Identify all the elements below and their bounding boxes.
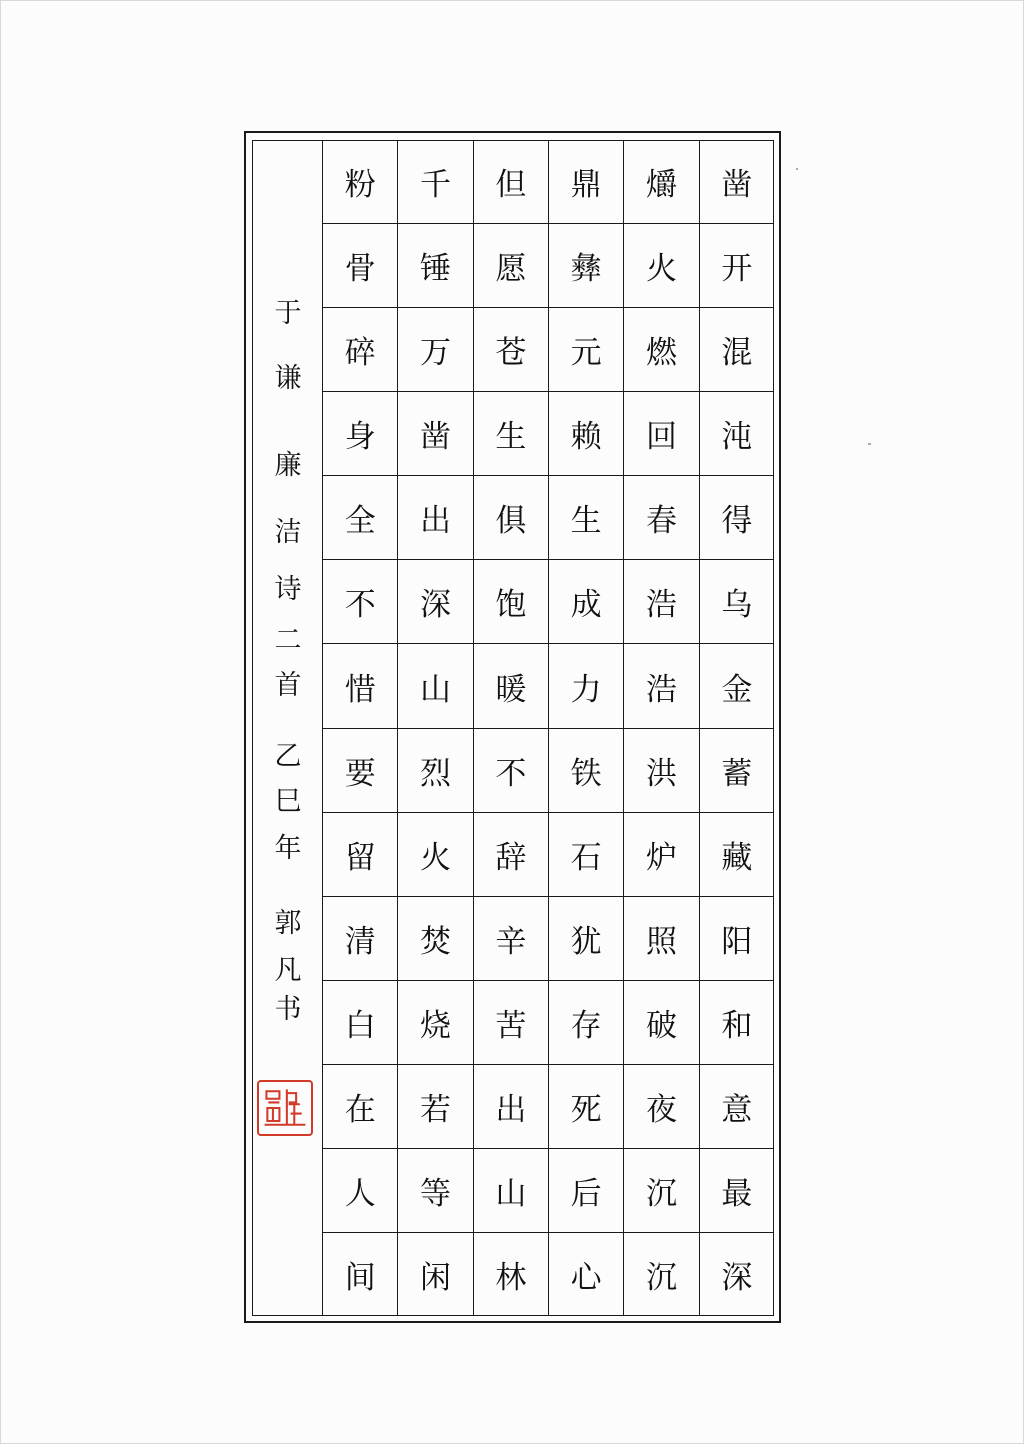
grid-cell-character: 蓄: [700, 729, 774, 813]
grid-cell-character: 要: [323, 729, 397, 813]
grid-cell-character: 沉: [646, 1260, 677, 1297]
poem-column: [623, 140, 698, 1316]
grid-cell-character: 骨: [323, 224, 397, 308]
grid-cell-character: 火: [398, 813, 472, 897]
grid-cell-character: 最: [700, 1149, 774, 1233]
grid-cell-character: 存: [549, 981, 623, 1065]
inscription-character: 诗: [274, 574, 302, 605]
grid-cell-character: 洪: [624, 729, 698, 813]
poem-column: [548, 140, 623, 1316]
grid-cell-character: 石: [549, 813, 623, 897]
grid-cell-character: 深: [398, 560, 472, 644]
grid-cell-character: 沌: [700, 392, 774, 476]
grid-cell-character: 若: [398, 1065, 472, 1149]
grid-cell-character: 苦: [474, 981, 548, 1065]
grid-cell-character: 火: [624, 224, 698, 308]
grid-cell-character: 赖: [549, 392, 623, 476]
paper-speck: [868, 443, 871, 445]
grid-cell-character: 彝: [549, 224, 623, 308]
calligraphy-grid: [322, 140, 774, 1316]
grid-cell-character: 饱: [474, 560, 548, 644]
grid-cell-character: 力: [549, 644, 623, 728]
grid-cell-character: 和: [700, 981, 774, 1065]
grid-cell-character: 万: [398, 308, 472, 392]
grid-cell-character: 愿: [474, 224, 548, 308]
grid-cell-character: 苍: [474, 308, 548, 392]
grid-cell-character: 林: [495, 1260, 527, 1297]
grid-cell-character: 铁: [549, 729, 623, 813]
grid-cell-character: 生: [549, 476, 623, 560]
grid-cell-character: 烈: [398, 729, 472, 813]
grid-cell-character: 暖: [474, 644, 548, 728]
grid-cell-character: 辞: [474, 813, 548, 897]
grid-cell-character: 在: [323, 1065, 397, 1149]
paper-speck: [796, 168, 798, 170]
grid-cell-character: 死: [549, 1065, 623, 1149]
inscription-character: 巳: [274, 786, 302, 817]
grid-cell-character: 闲: [420, 1260, 452, 1297]
grid-cell-character: 混: [700, 308, 774, 392]
grid-cell-character: 元: [549, 308, 623, 392]
grid-cell-character: 山: [474, 1149, 548, 1233]
poem-column: [699, 140, 774, 1316]
grid-cell-character: 乌: [700, 560, 774, 644]
grid-cell-character: 浩: [624, 560, 698, 644]
grid-cell-character: 间: [344, 1260, 376, 1297]
grid-cell-character: 春: [624, 476, 698, 560]
grid-cell-character: 清: [323, 897, 397, 981]
inscription-character: 乙: [274, 741, 302, 772]
grid-cell-character: 出: [474, 1065, 548, 1149]
grid-cell-character: 碎: [323, 308, 397, 392]
inscription-character: 洁: [274, 517, 302, 548]
grid-cell-character: 不: [323, 560, 397, 644]
grid-cell-character: 凿: [398, 392, 472, 476]
grid-cell-character: 生: [474, 392, 548, 476]
poem-column: [473, 140, 548, 1316]
grid-cell-character: 浩: [624, 644, 698, 728]
grid-cell-character: 夜: [624, 1065, 698, 1149]
grid-cell-character: 心: [570, 1260, 602, 1297]
inscription-character: 谦: [274, 363, 302, 394]
grid-cell-character: 千: [398, 140, 472, 224]
poem-column: [323, 140, 397, 1316]
grid-cell-character: 出: [398, 476, 472, 560]
inscription-character: 书: [274, 994, 302, 1025]
inscription-character: 年: [274, 833, 302, 864]
grid-cell-character: 身: [323, 392, 397, 476]
grid-cell-character: 后: [549, 1149, 623, 1233]
grid-cell-character: 人: [323, 1149, 397, 1233]
inscription-character: 郭: [274, 908, 302, 939]
grid-cell-character: 深: [721, 1260, 753, 1297]
grid-cell-character: 沉: [624, 1149, 698, 1233]
grid-cell-character: 藏: [700, 813, 774, 897]
grid-cell-character: 惜: [323, 644, 397, 728]
grid-cell-character: 照: [624, 897, 698, 981]
grid-cell-character: 意: [700, 1065, 774, 1149]
poem-column: [397, 140, 472, 1316]
inscription-character: 二: [274, 625, 302, 656]
grid-cell-character: 全: [323, 476, 397, 560]
grid-cell-character: 阳: [700, 897, 774, 981]
grid-cell-character: 得: [700, 476, 774, 560]
grid-cell-character: 留: [323, 813, 397, 897]
grid-cell-character: 爝: [624, 140, 698, 224]
inscription-character: 凡: [274, 955, 302, 986]
grid-cell-character: 焚: [398, 897, 472, 981]
red-seal-stamp: [257, 1080, 313, 1136]
grid-cell-character: 凿: [700, 140, 774, 224]
seal-glyph-icon: [259, 1082, 311, 1134]
grid-cell-character: 不: [474, 729, 548, 813]
grid-cell-character: 粉: [323, 140, 397, 224]
inscription-character: 廉: [274, 450, 302, 481]
inscription-column: [262, 300, 314, 1023]
grid-cell-character: 炉: [624, 813, 698, 897]
grid-cell-character: 等: [398, 1149, 472, 1233]
grid-cell-character: 成: [549, 560, 623, 644]
grid-cell-character: 开: [700, 224, 774, 308]
grid-cell-character: 但: [474, 140, 548, 224]
grid-cell-character: 破: [624, 981, 698, 1065]
grid-cell-character: 金: [700, 644, 774, 728]
grid-cell-character: 俱: [474, 476, 548, 560]
grid-cell-character: 鼎: [549, 140, 623, 224]
grid-cell-character: 燃: [624, 308, 698, 392]
grid-cell-character: 白: [323, 981, 397, 1065]
inscription-character: 于: [274, 298, 302, 329]
grid-cell-character: 烧: [398, 981, 472, 1065]
grid-cell-character: 犹: [549, 897, 623, 981]
grid-cell-character: 辛: [474, 897, 548, 981]
grid-cell-character: 锤: [398, 224, 472, 308]
inscription-character: 首: [274, 670, 302, 701]
grid-cell-character: 回: [624, 392, 698, 476]
grid-cell-character: 山: [398, 644, 472, 728]
